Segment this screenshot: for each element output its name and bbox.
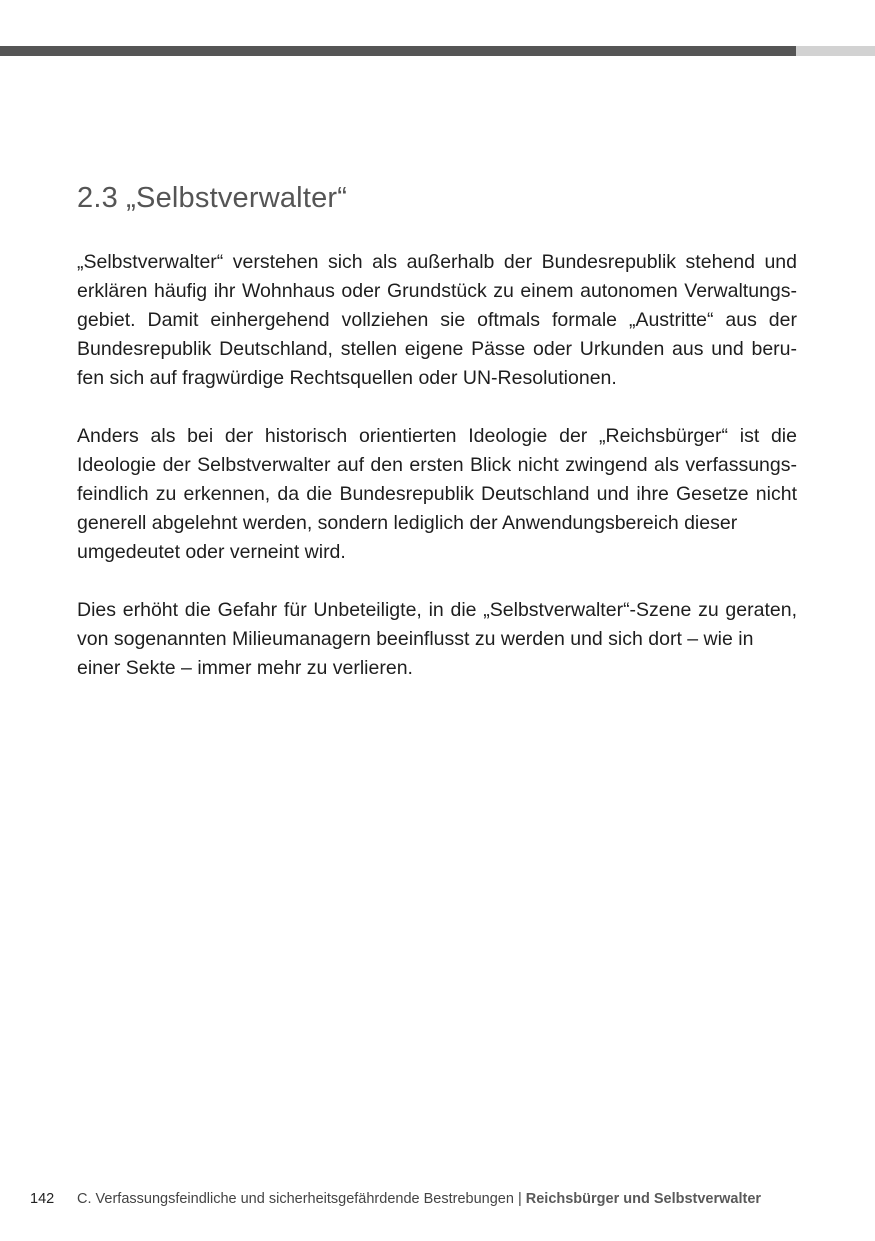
paragraph-line: erklären häufig ihr Wohnhaus oder Grundstück zu einem autonomen Verwaltungs-: [77, 280, 797, 302]
paragraph-2: [77, 422, 797, 567]
top-rule-dark-segment: [0, 46, 796, 56]
paragraph-line: Anders als bei der historisch orientierten Ideologie der „Reichsbürger“ ist die: [77, 425, 797, 447]
footer-separator: |: [517, 1191, 522, 1207]
footer-chapter: C. Verfassungsfeindliche und sicherheitsgefährdende Bestrebungen: [77, 1191, 514, 1207]
paragraph-line: generell abgelehnt werden, sondern lediglich der Anwendungsbereich dieser: [77, 512, 738, 534]
paragraph-line: Dies erhöht die Gefahr für Unbeteiligte, in die „Selbstverwalter“-Szene zu geraten,: [77, 599, 797, 621]
paragraph-line: „Selbstverwalter“ verstehen sich als außerhalb der Bundesrepublik stehend und: [77, 251, 797, 273]
paragraph-line: feindlich zu erkennen, da die Bundesrepublik Deutschland und ihre Gesetze nicht: [77, 483, 797, 505]
paragraph-line: Ideologie der Selbstverwalter auf den ersten Blick nicht zwingend als verfassungs-: [77, 454, 797, 476]
section-heading: 2.3 „Selbstverwalter“: [77, 182, 348, 214]
paragraph-3: [77, 596, 797, 683]
paragraph-line: von sogenannten Milieumanagern beeinflusst zu werden und sich dort – wie in: [77, 628, 754, 650]
paragraph-line: Bundesrepublik Deutschland, stellen eigene Pässe oder Urkunden aus und beru-: [77, 338, 797, 360]
page-footer: [30, 1189, 761, 1209]
top-rule: [0, 46, 875, 56]
paragraph-1: [77, 248, 797, 393]
paragraph-line: umgedeutet oder verneint wird.: [77, 541, 346, 563]
footer-section: Reichsbürger und Selbstverwalter: [525, 1191, 762, 1207]
page-number: 142: [30, 1191, 55, 1207]
top-rule-light-segment: [796, 46, 875, 56]
paragraph-line: fen sich auf fragwürdige Rechtsquellen oder UN-Resolutionen.: [77, 367, 617, 389]
paragraph-line: gebiet. Damit einhergehend vollziehen sie oftmals formale „Austritte“ aus der: [77, 309, 797, 331]
paragraph-line: einer Sekte – immer mehr zu verlieren.: [77, 657, 413, 679]
